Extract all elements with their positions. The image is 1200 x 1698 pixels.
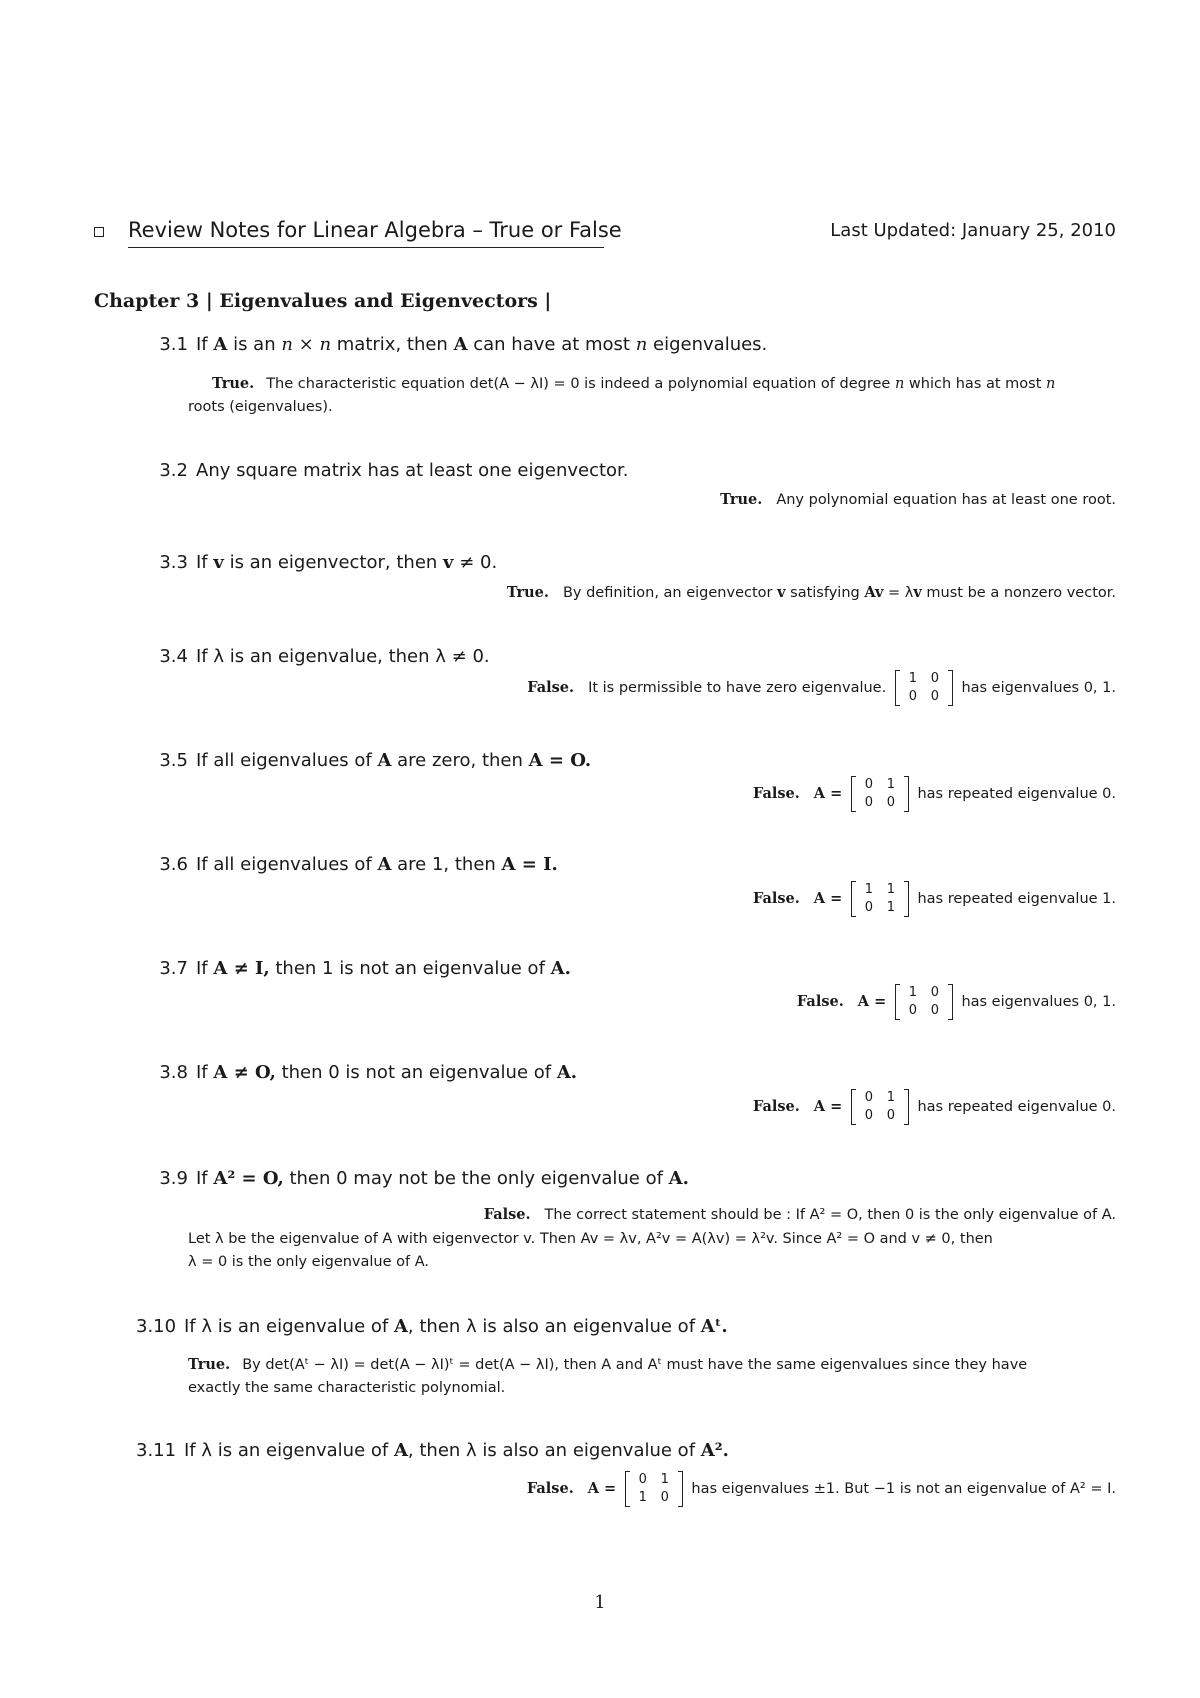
title-underline (128, 247, 604, 248)
matrix: 0 1 1 0 (625, 1471, 683, 1507)
answer-3-8: False. A = 0 1 0 0 has repeated eigenvalue 0. (752, 1090, 1116, 1123)
question-3-5: 3.5 If all eigenvalues of A are zero, then A = O. (159, 750, 592, 771)
answer-3-9-line1: False. The correct statement should be : If A² = O, then 0 is the only eigenvalue of A. (483, 1206, 1116, 1223)
question-3-9: 3.9 If A² = O, then 0 may not be the only eigenvalue of A. (159, 1168, 689, 1189)
answer-3-10: True. By det(Aᵗ − λI) = det(A − λI)ᵗ = det(A − λI), then A and Aᵗ must have the same eigenvalues since they have exactly the same characteristic polynomial. (188, 1356, 1028, 1396)
question-3-1: 3.1 If A is an n × n matrix, then A can have at most n eigenvalues. (159, 334, 768, 355)
page-number: 1 (594, 1592, 606, 1613)
question-3-4: 3.4 If λ is an eigenvalue, then λ ≠ 0. (159, 646, 490, 667)
matrix: 0 1 0 0 (851, 776, 909, 812)
answer-3-2: True. Any polynomial equation has at least one root. (720, 491, 1116, 508)
matrix: 1 1 0 1 (851, 881, 909, 917)
matrix: 0 1 0 0 (851, 1089, 909, 1125)
question-3-3: 3.3 If v is an eigenvector, then v ≠ 0. (159, 552, 498, 573)
question-3-8: 3.8 If A ≠ O, then 0 is not an eigenvalue of A. (159, 1062, 578, 1083)
question-3-2: 3.2 Any square matrix has at least one eigenvector. (159, 460, 629, 481)
question-3-10: 3.10 If λ is an eigenvalue of A, then λ is also an eigenvalue of Aᵗ. (136, 1316, 728, 1337)
question-3-11: 3.11 If λ is an eigenvalue of A, then λ is also an eigenvalue of A². (136, 1440, 729, 1461)
checkbox-icon (94, 227, 104, 237)
matrix: 1 0 0 0 (895, 670, 953, 706)
matrix: 1 0 0 0 (895, 984, 953, 1020)
question-3-6: 3.6 If all eigenvalues of A are 1, then A = I. (159, 854, 558, 875)
last-updated: Last Updated: January 25, 2010 (830, 220, 1116, 241)
answer-3-5: False. A = 0 1 0 0 has repeated eigenvalue 0. (752, 777, 1116, 810)
answer-3-6: False. A = 1 1 0 1 has repeated eigenvalue 1. (752, 882, 1116, 915)
page-title: Review Notes for Linear Algebra – True or False (128, 218, 622, 242)
question-3-7: 3.7 If A ≠ I, then 1 is not an eigenvalue of A. (159, 958, 571, 979)
answer-3-4: False. It is permissible to have zero eigenvalue. 1 0 0 0 has eigenvalues 0, 1. (527, 671, 1116, 704)
answer-3-1: True. The characteristic equation det(A − λI) = 0 is indeed a polynomial equation of degree n which has at most n roots (eigenvalues). (188, 375, 1056, 415)
answer-3-9-body: Let λ be the eigenvalue of A with eigenvector v. Then Av = λv, A²v = A(λv) = λ²v. Since A² = O and v ≠ 0, then λ = 0 is the only eigenvalue of A. (188, 1231, 993, 1270)
answer-3-7: False. A = 1 0 0 0 has eigenvalues 0, 1. (796, 985, 1116, 1018)
chapter-heading: Chapter 3 | Eigenvalues and Eigenvectors | (94, 290, 552, 312)
answer-3-11: False. A = 0 1 1 0 has eigenvalues ±1. But −1 is not an eigenvalue of A² = I. (526, 1472, 1116, 1505)
answer-3-3: True. By definition, an eigenvector v satisfying Av = λv must be a nonzero vector. (506, 584, 1116, 601)
